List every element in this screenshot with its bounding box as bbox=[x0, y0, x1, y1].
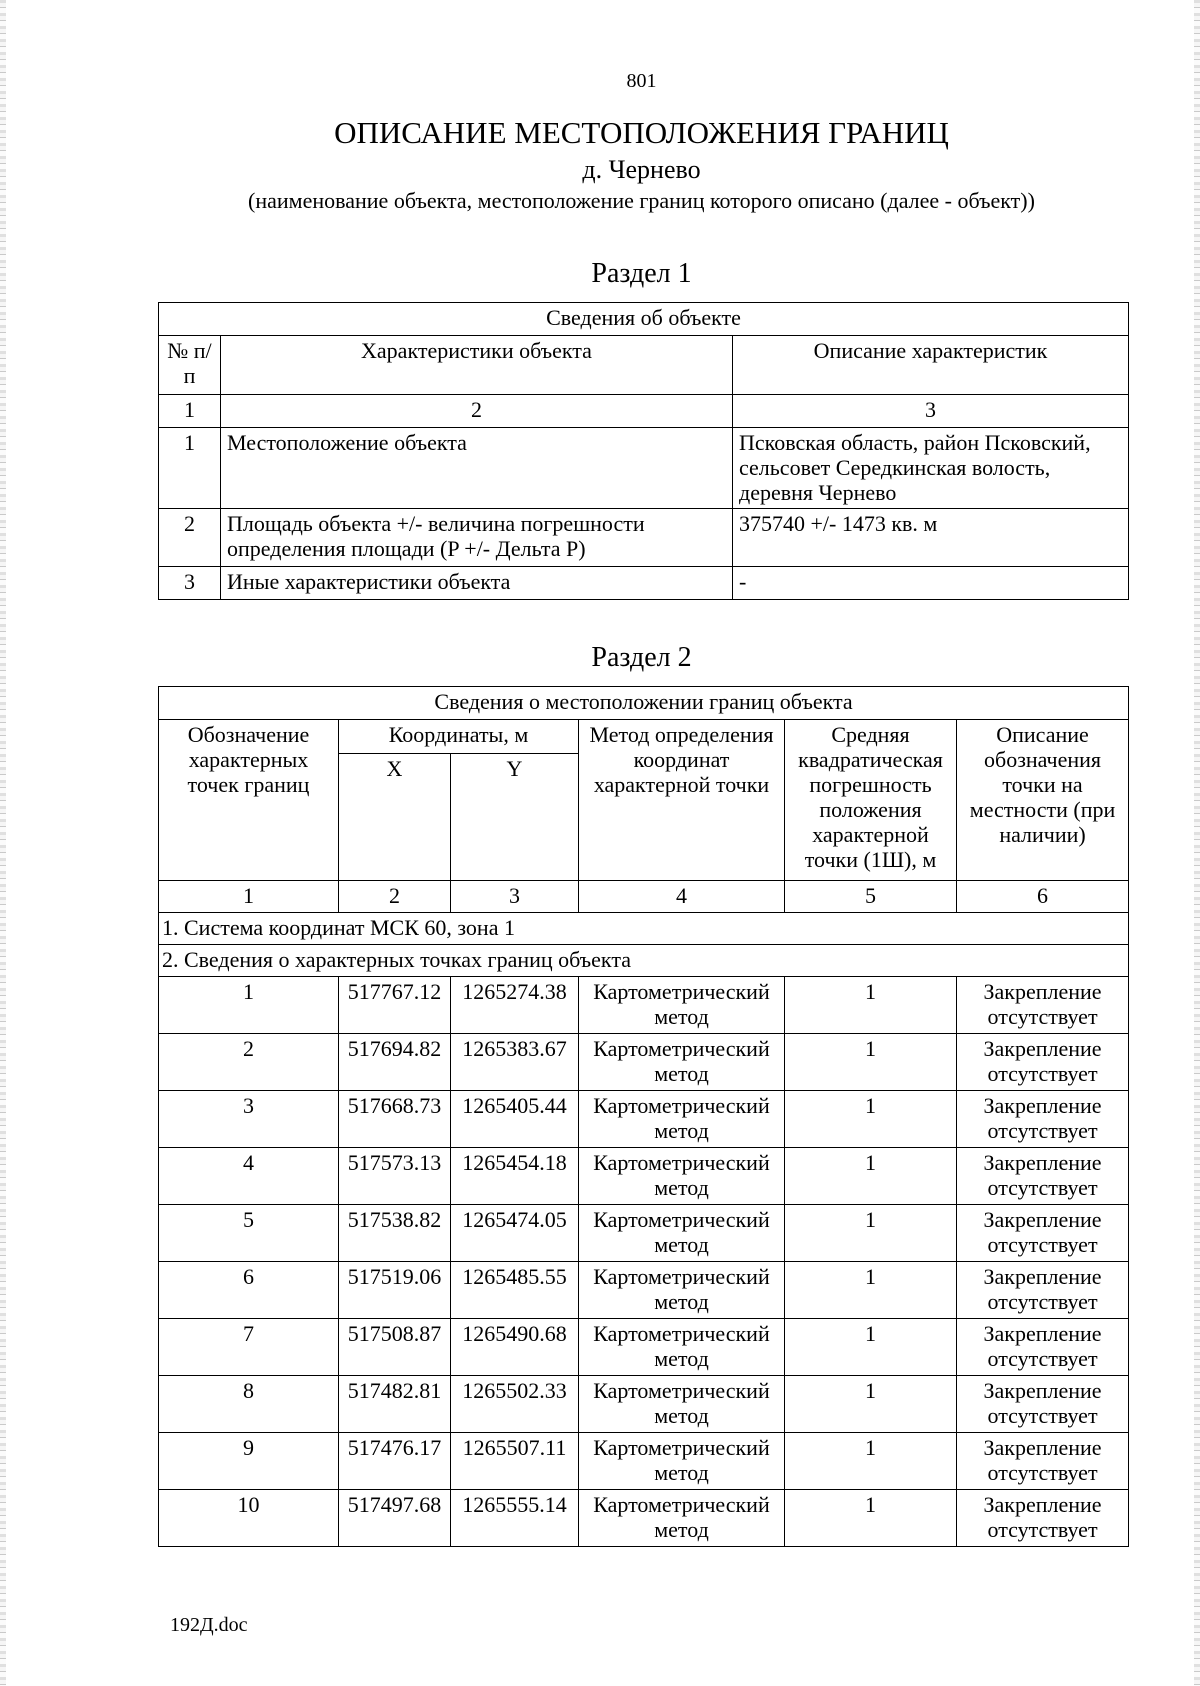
table-row bbox=[159, 977, 1129, 1034]
scan-edge-left bbox=[0, 0, 6, 1686]
points-subheader: 2. Сведения о характерных точках границ объекта bbox=[159, 945, 1129, 977]
col-number: 6 bbox=[957, 881, 1129, 913]
cell-accuracy: 1 bbox=[785, 1091, 957, 1148]
cell-accuracy: 1 bbox=[785, 1205, 957, 1262]
cell-method: Картометрический метод bbox=[579, 1262, 785, 1319]
cell-y: 1265383.67 bbox=[451, 1034, 579, 1091]
cell-x: 517519.06 bbox=[339, 1262, 451, 1319]
col-number: 2 bbox=[221, 395, 733, 428]
table-row bbox=[159, 1262, 1129, 1319]
coordinate-system-subheader: 1. Система координат МСК 60, зона 1 bbox=[159, 913, 1129, 945]
row-characteristic: Местоположение объекта bbox=[221, 428, 733, 509]
section1-table-title: Сведения об объекте bbox=[159, 303, 1129, 336]
cell-method: Картометрический метод bbox=[579, 1490, 785, 1547]
section2-table bbox=[158, 686, 1129, 1547]
cell-y: 1265507.11 bbox=[451, 1433, 579, 1490]
cell-x: 517694.82 bbox=[339, 1034, 451, 1091]
cell-x: 517668.73 bbox=[339, 1091, 451, 1148]
row-description: - bbox=[733, 567, 1129, 600]
cell-method: Картометрический метод bbox=[579, 1148, 785, 1205]
cell-point: 9 bbox=[159, 1433, 339, 1490]
table-row bbox=[159, 1433, 1129, 1490]
cell-point-desc: Закрепление отсутствует bbox=[957, 977, 1129, 1034]
cell-method: Картометрический метод bbox=[579, 1205, 785, 1262]
points-body bbox=[159, 977, 1129, 1547]
table-row bbox=[159, 1490, 1129, 1547]
row-description: 375740 +/- 1473 кв. м bbox=[733, 509, 1129, 567]
header-accuracy: Средняя квадратическая погрешность положения характерной точки (1Ш), м bbox=[785, 720, 957, 881]
cell-y: 1265485.55 bbox=[451, 1262, 579, 1319]
section1-table bbox=[158, 302, 1129, 600]
cell-method: Картометрический метод bbox=[579, 1319, 785, 1376]
scan-edge-right bbox=[1194, 0, 1200, 1686]
cell-y: 1265454.18 bbox=[451, 1148, 579, 1205]
document-title: ОПИСАНИЕ МЕСТОПОЛОЖЕНИЯ ГРАНИЦ bbox=[334, 115, 949, 150]
cell-y: 1265274.38 bbox=[451, 977, 579, 1034]
cell-accuracy: 1 bbox=[785, 1148, 957, 1205]
table-row bbox=[159, 1376, 1129, 1433]
cell-method: Картометрический метод bbox=[579, 977, 785, 1034]
cell-accuracy: 1 bbox=[785, 1490, 957, 1547]
cell-point: 5 bbox=[159, 1205, 339, 1262]
col-number: 1 bbox=[159, 395, 221, 428]
table-row bbox=[159, 1034, 1129, 1091]
header-num: № п/п bbox=[159, 336, 221, 395]
header-point: Обозначение характерных точек границ bbox=[159, 720, 339, 881]
cell-accuracy: 1 bbox=[785, 1034, 957, 1091]
cell-point: 3 bbox=[159, 1091, 339, 1148]
header-point-desc: Описание обозначения точки на местности (при наличии) bbox=[957, 720, 1129, 881]
cell-accuracy: 1 bbox=[785, 977, 957, 1034]
header-y: Y bbox=[451, 754, 579, 881]
cell-point-desc: Закрепление отсутствует bbox=[957, 1490, 1129, 1547]
cell-point: 7 bbox=[159, 1319, 339, 1376]
col-number: 5 bbox=[785, 881, 957, 913]
object-caption: (наименование объекта, местоположение границ которого описано (далее - объект)) bbox=[248, 188, 1035, 213]
header-characteristic: Характеристики объекта bbox=[221, 336, 733, 395]
section2-title: Раздел 2 bbox=[591, 642, 692, 673]
cell-x: 517497.68 bbox=[339, 1490, 451, 1547]
cell-y: 1265502.33 bbox=[451, 1376, 579, 1433]
cell-x: 517573.13 bbox=[339, 1148, 451, 1205]
cell-point: 4 bbox=[159, 1148, 339, 1205]
row-characteristic: Площадь объекта +/- величина погрешности определения площади (P +/- Дельта P) bbox=[221, 509, 733, 567]
cell-point-desc: Закрепление отсутствует bbox=[957, 1205, 1129, 1262]
cell-method: Картометрический метод bbox=[579, 1034, 785, 1091]
page-number: 801 bbox=[626, 70, 657, 92]
header-coords: Координаты, м bbox=[339, 720, 579, 754]
cell-x: 517482.81 bbox=[339, 1376, 451, 1433]
section2-table-title: Сведения о местоположении границ объекта bbox=[159, 687, 1129, 720]
cell-point: 1 bbox=[159, 977, 339, 1034]
cell-point-desc: Закрепление отсутствует bbox=[957, 1376, 1129, 1433]
cell-point: 6 bbox=[159, 1262, 339, 1319]
cell-point-desc: Закрепление отсутствует bbox=[957, 1091, 1129, 1148]
table-row bbox=[159, 1091, 1129, 1148]
header-method: Метод определения координат характерной точки bbox=[579, 720, 785, 881]
cell-x: 517767.12 bbox=[339, 977, 451, 1034]
header-x: X bbox=[339, 754, 451, 881]
cell-y: 1265474.05 bbox=[451, 1205, 579, 1262]
cell-accuracy: 1 bbox=[785, 1319, 957, 1376]
table-row bbox=[159, 1148, 1129, 1205]
row-description: Псковская область, район Псковский, сельсовет Середкинская волость, деревня Чернево bbox=[733, 428, 1129, 509]
row-characteristic: Иные характеристики объекта bbox=[221, 567, 733, 600]
row-num: 3 bbox=[159, 567, 221, 600]
cell-point: 10 bbox=[159, 1490, 339, 1547]
cell-accuracy: 1 bbox=[785, 1433, 957, 1490]
col-number: 3 bbox=[451, 881, 579, 913]
cell-x: 517476.17 bbox=[339, 1433, 451, 1490]
cell-method: Картометрический метод bbox=[579, 1091, 785, 1148]
row-num: 2 bbox=[159, 509, 221, 567]
cell-point: 2 bbox=[159, 1034, 339, 1091]
cell-accuracy: 1 bbox=[785, 1376, 957, 1433]
cell-y: 1265490.68 bbox=[451, 1319, 579, 1376]
cell-point: 8 bbox=[159, 1376, 339, 1433]
cell-y: 1265405.44 bbox=[451, 1091, 579, 1148]
cell-method: Картометрический метод bbox=[579, 1433, 785, 1490]
cell-accuracy: 1 bbox=[785, 1262, 957, 1319]
header-description: Описание характеристик bbox=[733, 336, 1129, 395]
cell-point-desc: Закрепление отсутствует bbox=[957, 1319, 1129, 1376]
object-name: д. Чернево bbox=[582, 155, 701, 184]
cell-x: 517538.82 bbox=[339, 1205, 451, 1262]
col-number: 3 bbox=[733, 395, 1129, 428]
col-number: 4 bbox=[579, 881, 785, 913]
cell-y: 1265555.14 bbox=[451, 1490, 579, 1547]
table-row bbox=[159, 1205, 1129, 1262]
cell-x: 517508.87 bbox=[339, 1319, 451, 1376]
cell-point-desc: Закрепление отсутствует bbox=[957, 1148, 1129, 1205]
section1-title: Раздел 1 bbox=[591, 258, 692, 289]
cell-point-desc: Закрепление отсутствует bbox=[957, 1034, 1129, 1091]
table-row bbox=[159, 1319, 1129, 1376]
col-number: 2 bbox=[339, 881, 451, 913]
col-number: 1 bbox=[159, 881, 339, 913]
cell-point-desc: Закрепление отсутствует bbox=[957, 1262, 1129, 1319]
cell-method: Картометрический метод bbox=[579, 1376, 785, 1433]
cell-point-desc: Закрепление отсутствует bbox=[957, 1433, 1129, 1490]
footer-filename: 192Д.doc bbox=[170, 1614, 248, 1636]
row-num: 1 bbox=[159, 428, 221, 509]
